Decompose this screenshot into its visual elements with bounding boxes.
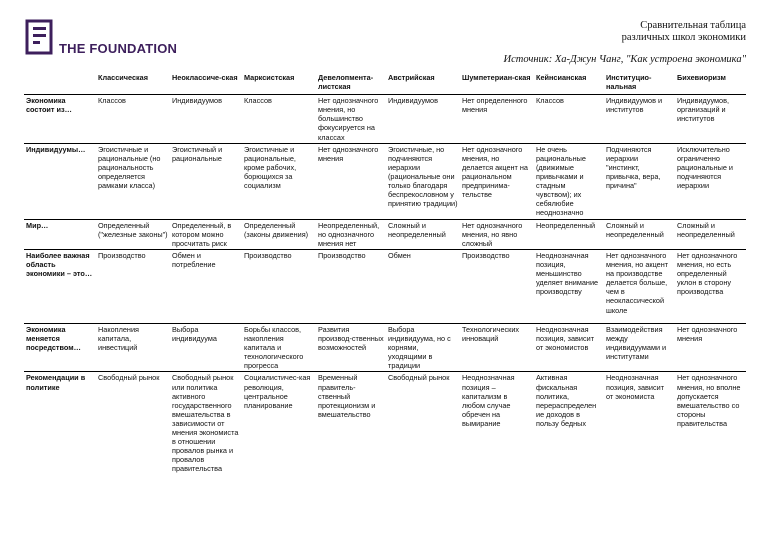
table-cell: Активная фискальная политика, перераспределен ие доходов в пользу бедных [536, 373, 597, 428]
table-cell: Классов [536, 96, 564, 106]
table-row [24, 372, 746, 492]
table-cell: Эгоистичные и рациональные, кроме рабочих, борющихся за социализм [244, 144, 297, 191]
table-cell: Нет однозначного мнения, но вполне допускается вмешательство со стороны правительства [677, 373, 741, 428]
foundation-logo-icon [24, 18, 54, 56]
table-cell: Подчиняются иерархии "инстинкт, привычка, вера, причина" [606, 144, 661, 191]
comparison-table [24, 72, 746, 492]
row-label: Экономика состоит из… [26, 96, 72, 115]
header-cell: Девелопмента-листская [318, 73, 374, 92]
title-block [504, 20, 746, 65]
document-subtitle: различных школ экономики [621, 32, 746, 43]
table-cell: Неоднозначная позиция, зависит от экономиста [606, 373, 665, 401]
table-cell: Выбора индивидуума, но с корнями, уходящими в традиции [388, 324, 451, 371]
table-cell: Взаимодействия между индивидуумами и институтами [606, 324, 667, 362]
table-cell: Неопределенный [536, 220, 596, 230]
table-cell: Обмен [388, 250, 411, 260]
table-cell: Свободный рынок [388, 373, 450, 383]
table-cell: Развития производ-ственных возможностей [318, 324, 384, 353]
table-cell: Сложный и неопределенный [677, 220, 735, 239]
table-cell: Неоднозначная позиция, зависит от экономистов [536, 324, 595, 353]
table-cell: Эгоистичный и рациональные [172, 144, 223, 163]
table-cell: Неоднозначная позиция, меньшинство уделяет внимание производству [536, 250, 599, 297]
logo [24, 18, 177, 56]
table-header [24, 72, 746, 95]
table-cell: Нет однозначного мнения [677, 324, 738, 344]
header-cell: Шумпетериан-ская [462, 73, 531, 82]
logo-text: THE FOUNDATION [59, 40, 178, 56]
table-cell: Нет однозначного мнения, но делается акцент на рациональном предпринима-тельстве [462, 144, 528, 200]
table-row [24, 95, 746, 143]
source-note: Источник: Ха-Джун Чанг, "Как устроена экономика" [503, 54, 746, 65]
table-cell: Выбора индивидуума [172, 324, 217, 344]
table-cell: Социалистичес-кая революция, центральное планирование [244, 373, 311, 410]
table-body [24, 95, 746, 492]
table-cell: Временный правитель-ственный протекционизм и вмешательство [318, 373, 376, 419]
table-cell: Производство [98, 250, 146, 260]
table-cell: Классов [244, 96, 272, 106]
table-cell: Индивидуумов и институтов [606, 96, 663, 115]
table-cell: Производство [318, 250, 366, 260]
table-cell: Нет однозначного мнения, но большинство фокусируется на классах [318, 96, 379, 142]
table-row [24, 249, 746, 323]
table-cell: Классов [98, 96, 126, 106]
table-row [24, 219, 746, 249]
table-cell: Индивидуумов [172, 96, 222, 106]
table-cell: Технологических инноваций [462, 324, 520, 344]
header-cell: Австрийская [388, 73, 435, 82]
table-cell: Сложный и неопределенный [388, 220, 446, 239]
table-cell: Эгоистичные и рациональные (но рациональность определяется рамками класса) [98, 144, 161, 191]
header-cell: Классическая [98, 73, 148, 82]
table-cell: Производство [462, 250, 510, 260]
table-cell: Свободный рынок или политика активного государственного вмешательства в зависимости от мнения экономиста в отношении провалов рынка и провалов правительства [172, 373, 239, 474]
table-cell: Борьбы классов, накопления капитала и технологического прогресса [244, 324, 304, 371]
table-cell: Нет определенного мнения [462, 96, 528, 115]
document-title: Сравнительная таблица [640, 20, 746, 31]
table-cell: Обмен и потребление [172, 250, 216, 270]
table-row [24, 323, 746, 371]
table-cell: Накопления капитала, инвестиций [98, 324, 139, 353]
table-cell: Индивидуумов, организаций и институтов [677, 96, 730, 124]
table-cell: Нет однозначного мнения [318, 144, 379, 163]
table-cell: Определенный, в котором можно просчитать риск [172, 220, 232, 248]
table-cell: Производство [244, 250, 292, 260]
table-cell: Нет однозначного мнения, но явно сложный [462, 220, 523, 248]
row-label: Наиболее важная область экономики – это… [26, 250, 93, 279]
table-cell: Определенный (законы движения) [244, 220, 309, 239]
table-cell: Сложный и неопределенный [606, 220, 664, 239]
row-label: Индивидуумы… [26, 144, 86, 154]
table-row [24, 143, 746, 219]
row-label: Экономика меняется посредством… [26, 324, 81, 353]
header-cell: Марксистская [244, 73, 295, 82]
table-cell: Нет однозначного мнения, но акцент на производстве делается больше, чем в неоклассической школе [606, 250, 669, 315]
table-cell: Неоднозначная позиция – капитализм в любом случае обречен на вымирание [462, 373, 515, 428]
row-label: Мир… [26, 220, 49, 230]
table-cell: Индивидуумов [388, 96, 438, 106]
header-cell: Кейнсианская [536, 73, 587, 82]
table-cell: Не очень рациональные (движимые привычками и стадным чувством); их себялюбие неоднозначно [536, 144, 586, 218]
header-row [24, 72, 746, 95]
row-label: Рекомендации в политике [26, 373, 86, 392]
table-cell: Нет однозначного мнения, но есть определенный уклон в сторону производства [677, 250, 738, 297]
table-cell: Свободный рынок [98, 373, 160, 383]
header-cell [24, 72, 96, 95]
table-cell: Неопределенный, но однозначного мнения нет [318, 220, 380, 248]
header-cell: Неоклассиче-ская [172, 73, 238, 82]
header-cell: Институцио-нальная [606, 73, 652, 92]
table-cell: Определенный ("железные законы") [98, 220, 168, 239]
header-cell: Бихевиоризм [677, 73, 726, 82]
table-cell: Эгоистичные, но подчиняются иерархии (рациональные они только благодаря беспрекословном у принятию традиции) [388, 144, 458, 209]
table-cell: Исключительно ограниченно рациональные и подчиняются иерархии [677, 144, 734, 191]
